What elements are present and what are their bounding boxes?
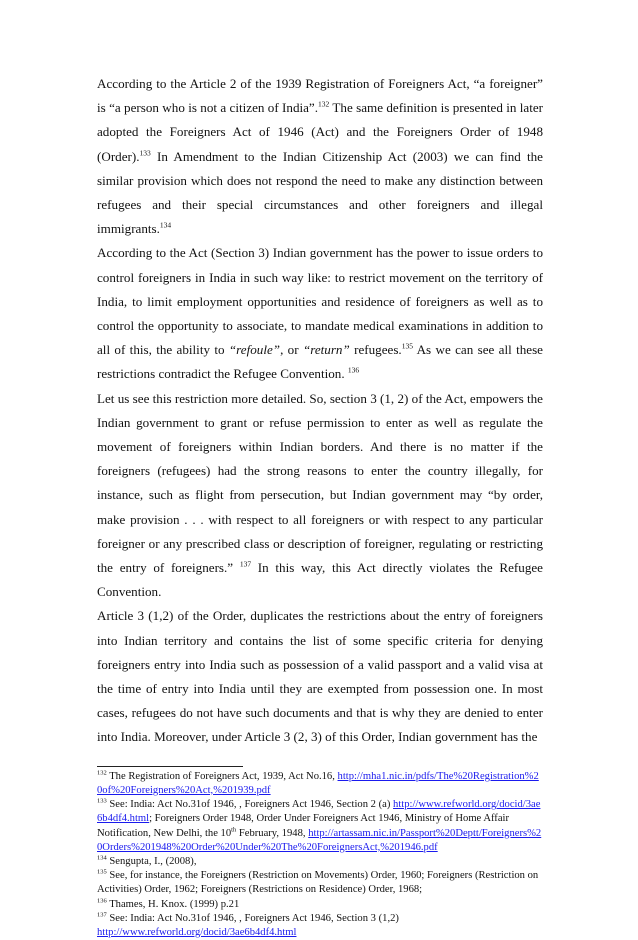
paragraph-1 [97, 72, 543, 241]
footnotes [97, 770, 543, 940]
footnote-link[interactable]: http://artassam.nic.in/Passport%20Deptt/Foreigners%20Orders%201948%20Order%20Under%20The%20ForeignersAct,%201946.pdf [97, 827, 542, 853]
footnote-number: 135 [97, 868, 107, 876]
text-run: Article 3 (1,2) of the Order, duplicates the restrictions about the entry of foreigners into Indian territory and contains the list of some specific criteria for denying foreigners entry into India such as possession of a valid passport and a valid visa at the time of entry into India until they are exempted from possession one. In most cases, refugees do not have such documents and that is why they are denied to enter into India. Moreover, under Article 3 (2, 3) of this Order, Indian government has the [97, 608, 543, 745]
footnote-number: 134 [97, 854, 107, 862]
paragraph-2 [97, 241, 543, 386]
italic-term-refoule: “refoule” [228, 342, 281, 358]
paragraph-4 [97, 604, 543, 749]
footnote-137 [97, 912, 543, 940]
paragraph-3 [97, 387, 543, 605]
footnote-ref-133[interactable]: 133 [139, 148, 151, 158]
footnote-number: 136 [97, 896, 107, 904]
footnote-text: ; Foreigners Order 1948, Order Under Foreigners Act 1946, Ministry of Home Affair Notification, New Delhi, the 10 [97, 813, 510, 839]
footnote-link[interactable]: http://mha1.nic.in/pdfs/The%20Registration%20of%20Foreigners%20Act,%201939.pdf [97, 770, 539, 796]
footnote-text: Thames, H. Knox. (1999) p.21 [106, 898, 240, 910]
footnote-number: 132 [97, 769, 107, 777]
text-run: The same definition is presented in later adopted the Foreigners Act of 1946 (Act) and the Foreigners Order of 1948 (Order). [97, 100, 544, 164]
text-run: As we can see all these restrictions contradict the Refugee Convention. [97, 342, 543, 382]
body-text [97, 72, 543, 750]
text-run: According to the Act (Section 3) Indian government has the power to issue orders to control foreigners in India in such way like: to restrict movement on the territory of India, to limit employment opportunities and residence of foreigners as well as to control the opportunity to associate, to mandate medical examinations in addition to all of this, the ability to [97, 245, 543, 358]
footnote-ref-136[interactable]: 136 [347, 366, 360, 376]
ordinal-suffix: th [231, 825, 237, 833]
footnote-text: The Registration of Foreigners Act, 1939, Act No.16, [106, 770, 338, 782]
footnote-ref-134[interactable]: 134 [159, 220, 172, 230]
footnote-135 [97, 869, 543, 897]
footnote-link[interactable]: http://www.refworld.org/docid/3ae6b4df4.html [97, 799, 541, 825]
footnote-text: Sengupta, I., (2008), [106, 855, 197, 867]
footnote-136 [97, 898, 543, 912]
footnote-ref-132[interactable]: 132 [318, 99, 330, 109]
footnote-link[interactable]: http://www.refworld.org/docid/3ae6b4df4.html [97, 926, 297, 938]
text-run: According to the Article 2 of the 1939 Registration of Foreigners Act, “a foreigner” is “a person who is not a citizen of India”. [97, 76, 543, 116]
footnote-text: See: India: Act No.31of 1946, , Foreigners Act 1946, Section 2 (a) [106, 799, 394, 811]
footnote-text: February, 1948, [236, 827, 309, 839]
footnote-number: 137 [97, 911, 107, 919]
document-page [97, 72, 543, 940]
footnote-132 [97, 770, 543, 798]
text-run: , or [280, 342, 303, 358]
text-run: Let us see this restriction more detailed. So, section 3 (1, 2) of the Act, empowers the Indian government to grant or refuse permission to enter as well as regulate the movement of foreigners within Indian borders. And there is no matter if the foreigners (refugees) had the strong reasons to enter the country illegally, for instance, such as flight from persecution, but Indian government may “by order, make provision . . . with respect to all foreigners or with respect to any particular foreigner or any prescribed class or description of foreigner, regulating or restricting the entry of foreigners.” [97, 390, 543, 576]
footnote-ref-137[interactable]: 137 [239, 559, 252, 569]
footnote-separator [97, 766, 243, 767]
text-run: In Amendment to the Indian Citizenship Act (2003) we can find the similar provision which does not respond the need to make any distinction between refugees and their special circumstances and other foreigners and illegal immigrants. [97, 148, 543, 237]
footnote-text: See, for instance, the Foreigners (Restriction on Movements) Order, 1960; Foreigners (Restriction on Activities) Order, 1962; Foreigners (Restrictions on Residence) Order, 1968; [97, 870, 539, 896]
footnote-134 [97, 855, 543, 869]
italic-term-return: “return” [302, 342, 350, 358]
footnote-text: See: India: Act No.31of 1946, , Foreigners Act 1946, Section 3 (1,2) [106, 912, 399, 924]
text-run: refugees. [349, 342, 402, 358]
footnote-number: 133 [97, 797, 107, 805]
footnote-133 [97, 798, 543, 855]
footnote-ref-135[interactable]: 135 [401, 341, 413, 351]
text-run: In this way, this Act directly violates the Refugee Convention. [97, 560, 543, 600]
